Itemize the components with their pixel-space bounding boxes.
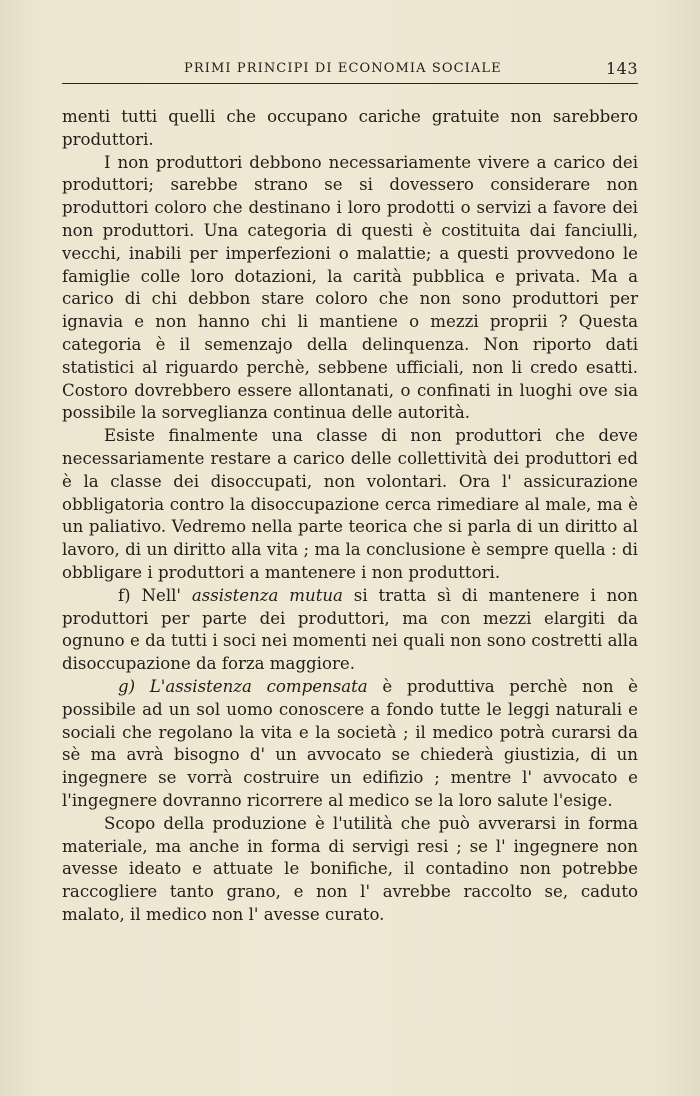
running-head [62,59,638,83]
body-text [62,106,638,927]
paragraph [62,585,638,676]
italic-term: g) L'assistenza compensata [118,676,368,696]
paragraph: Esiste finalmente una classe di non produttori che deve necessariamente restare a carico delle collettività dei produttori ed è la classe dei disoccupati, non volontari. Ora l' assicurazione obbligatoria contro la disoccupazione cerca rimediare al male, ma è un paliativo. Vedremo nella parte teorica che si parla di un diritto al lavoro, di un diritto alla vita ; ma la conclusione è sempre quella : di obbligare i produttori a mantenere i non produttori. [62,426,638,582]
paragraph: menti tutti quelli che occupano cariche gratuite non sarebbero produttori. [62,107,638,149]
paragraph [62,676,638,813]
paragraph-body: si tratta sì di mantenere i non produttori per parte dei produttori, ma con mezzi elargiti da ognuno e da tutti i soci nei momenti nei quali non sono costretti alla disoccupazione da forza maggiore. [62,585,638,674]
paragraph: I non produttori debbono necessariamente vivere a carico dei produttori; sarebbe strano se si dovessero considerare non produttori coloro che destinano i loro prodotti o servizi a favore dei non produttori. Una categoria di questi è costituita dai fanciulli, vecchi, inabili per imperfezioni o malattie; a questi provvedono le famiglie colle loro dotazioni, la carità pubblica e privata. Ma a carico di chi debbon stare coloro che non sono produttori per ignavia e non hanno chi li mantiene o mezzi proprii ? Questa categoria è il semenzajo della delinquenza. Non riporto dati statistici al riguardo perchè, sebbene ufficiali, non li credo esatti. Costoro dovrebbero essere allontanati, o confinati in luoghi ove sia possibile la sorveglianza continua delle autorità. [62,152,638,423]
header-rule [62,83,638,84]
paragraph: Scopo della produzione è l'utilità che può avverarsi in forma materiale, ma anche in forma di servigi resi ; se l' ingegnere non avesse ideato e attuate le bonifiche, il contadino non potrebbe raccogliere tanto grano, e non l' avrebbe raccolto se, caduto malato, il medico non l' avesse curato. [62,813,638,924]
paragraph-body: è produttiva perchè non è possibile ad un sol uomo conoscere a fondo tutte le leggi naturali e sociali che regolano la vita e la società ; il medico potrà curarsi da sè ma avrà bisogno d' un avvocato se chiederà giustizia, di un ingegnere se vorrà costruire un edifizio ; mentre l' avvocato e l'ingegnere dovranno ricorrere al medico se la loro salute l'esige. [62,676,638,810]
page-number: 143 [605,59,638,78]
running-title: PRIMI PRINCIPI DI ECONOMIA SOCIALE [184,61,502,76]
italic-term: assistenza mutua [191,585,343,605]
paragraph-lead: f) Nell' [118,585,192,605]
